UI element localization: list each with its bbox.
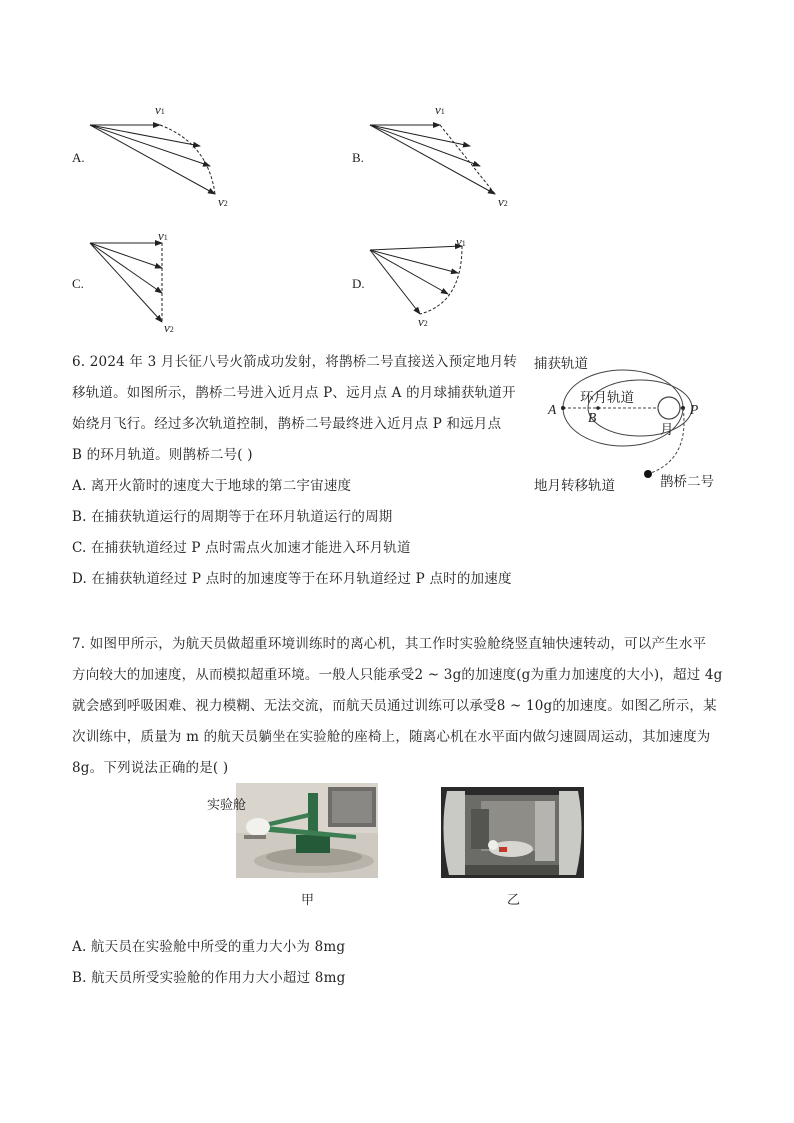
q6-option-b[interactable]: B. 在捕获轨道运行的周期等于在环月轨道运行的周期 bbox=[72, 509, 393, 525]
q6-stem-line-4: B 的环月轨道。则鹊桥二号( ) bbox=[72, 447, 253, 463]
q5-option-c[interactable] bbox=[60, 228, 320, 343]
caption-right: 乙 bbox=[507, 893, 521, 908]
q6-option-d[interactable]: D. 在捕获轨道经过 P 点时的加速度等于在环月轨道经过 P 点时的加速度 bbox=[72, 571, 512, 587]
capture-orbit-label: 捕获轨道 bbox=[534, 356, 588, 372]
probe-label: 鹊桥二号 bbox=[660, 474, 714, 490]
q7-stem-line-5: 8g。下列说法正确的是( ) bbox=[72, 760, 229, 776]
capsule-interior-photo bbox=[441, 787, 584, 878]
centrifuge-photo-drawing bbox=[236, 783, 378, 878]
q6-option-c[interactable]: C. 在捕获轨道经过 P 点时需点火加速才能进入环月轨道 bbox=[72, 540, 411, 556]
centrifuge-photo bbox=[236, 783, 378, 878]
q7-stem-line-3: 就会感到呼吸困难、视力模糊、无法交流，而航天员通过训练可以承受8 ~ 10g的加速度。如图乙所示，某 bbox=[72, 698, 717, 714]
q7-option-b[interactable]: B. 航天员所受实验舱的作用力大小超过 8mg bbox=[72, 970, 346, 986]
v2-label: v2 bbox=[218, 194, 228, 209]
q6-option-a[interactable]: A. 离开火箭时的速度大于地球的第二宇宙速度 bbox=[72, 478, 352, 494]
capsule-interior-drawing bbox=[441, 787, 584, 878]
v1-label: v1 bbox=[435, 102, 445, 117]
velocity-vector-diagram-c bbox=[60, 228, 320, 343]
velocity-vector-diagram-b bbox=[340, 98, 600, 218]
point-a-label: A bbox=[548, 402, 557, 417]
q7-option-a[interactable]: A. 航天员在实验舱中所受的重力大小为 8mg bbox=[72, 939, 346, 955]
option-label: D. bbox=[352, 276, 365, 291]
q6-stem-line-3: 始绕月飞行。经过多次轨道控制，鹊桥二号最终进入近月点 P 和远月点 bbox=[72, 416, 502, 432]
v2-label: v2 bbox=[498, 194, 508, 209]
point-b-label: B bbox=[588, 410, 597, 425]
v1-label: v1 bbox=[158, 228, 168, 243]
option-label: C. bbox=[72, 276, 84, 291]
v1-label: v1 bbox=[155, 102, 165, 117]
transfer-orbit-label: 地月转移轨道 bbox=[534, 478, 615, 494]
q5-option-d[interactable] bbox=[340, 228, 600, 343]
q5-option-a[interactable] bbox=[60, 98, 320, 218]
v2-label: v2 bbox=[164, 320, 174, 335]
orbit-diagram bbox=[528, 348, 760, 494]
moon-orbit-label: 环月轨道 bbox=[580, 390, 634, 406]
q7-stem-line-4: 次训练中，质量为 m 的航天员躺坐在实验舱的座椅上，随离心机在水平面内做匀速圆周运动，其加速度为 bbox=[72, 729, 711, 745]
q6-stem-line-1: 6. 2024 年 3 月长征八号火箭成功发射，将鹊桥二号直接送入预定地月转 bbox=[72, 354, 518, 370]
q5-option-b[interactable] bbox=[340, 98, 600, 218]
q7-stem-line-2: 方向较大的加速度，从而模拟超重环境。一般人只能承受2 ~ 3g的加速度(g为重力加速度的大小)，超过 4g bbox=[72, 667, 723, 683]
option-label: B. bbox=[352, 150, 364, 165]
capsule-label-outside: 实验舱 bbox=[207, 798, 247, 813]
v1-label: v1 bbox=[456, 234, 466, 249]
velocity-vector-diagram-d bbox=[340, 228, 600, 343]
moon-label: 月 bbox=[660, 422, 674, 438]
q7-stem-line-1: 7. 如图甲所示，为航天员做超重环境训练时的离心机，其工作时实验舱绕竖直轴快速转动，可以产生水平 bbox=[72, 636, 707, 652]
v2-label: v2 bbox=[418, 314, 428, 329]
q6-stem-line-2: 移轨道。如图所示，鹊桥二号进入近月点 P、远月点 A 的月球捕获轨道开 bbox=[72, 385, 516, 401]
point-p-label: P bbox=[690, 402, 699, 417]
velocity-vector-diagram-a bbox=[60, 98, 320, 218]
caption-left: 甲 bbox=[301, 893, 315, 908]
option-label: A. bbox=[72, 150, 85, 165]
